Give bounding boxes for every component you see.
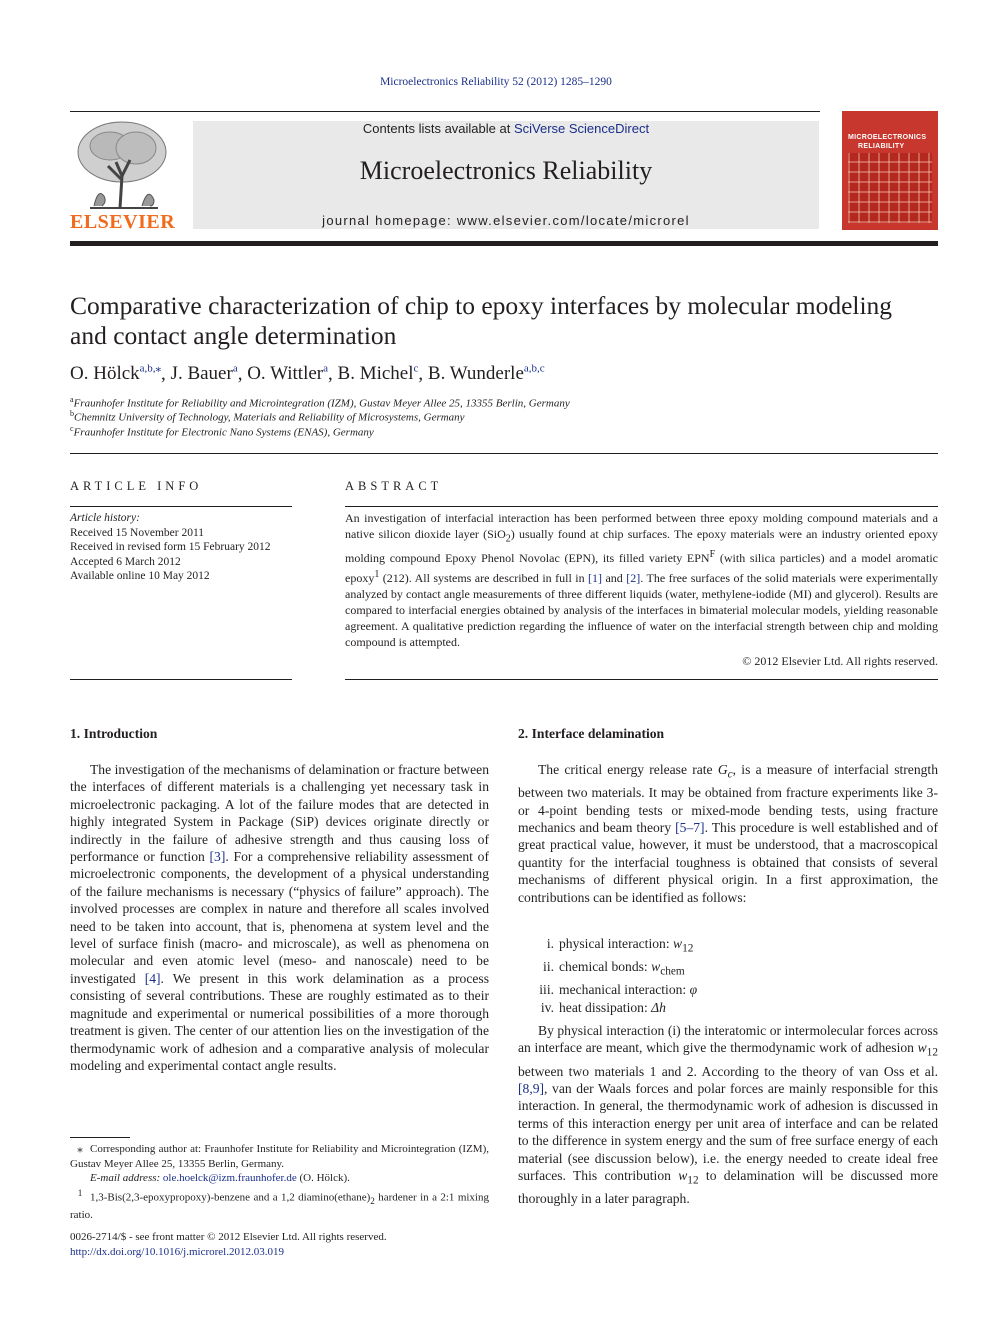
abstract-heading: ABSTRACT <box>345 479 443 493</box>
author[interactable]: J. Bauer$^a$ <box>170 363 238 385</box>
journal-homepage[interactable]: journal homepage: www.elsevier.com/locate/microrel <box>322 213 690 228</box>
header-thick-rule <box>70 241 938 246</box>
title-separator <box>70 453 938 454</box>
article-info-heading: ARTICLE INFO <box>70 479 203 493</box>
info-rule <box>70 506 292 507</box>
footnote-1: $^1$ 1,3-Bis(2,3-epoxypropoxy)-benzene and a 1,2 $diamino(ethane)_2$ hardener in a 2:1 mixing ratio. <box>70 1188 489 1222</box>
author[interactable]: O. Wittler$^a$ <box>247 363 329 385</box>
doi-link[interactable]: http://dx.doi.org/10.1016/j.microrel.2012.03.019 <box>70 1245 284 1258</box>
affiliation: $^c$Fraunhofer Institute for Electronic Nano Systems (ENAS), Germany <box>70 424 374 439</box>
intro-paragraph: The investigation of the mechanisms of delamination or fracture between the interfaces of different materials is a challenging yet necessary task in microelectronic packaging. A lot of the failure modes that are detected in highly integrated System in Package (SiP) devices originate directly or indirectly in the failure of adhesive strength and thus causing loss of performance or function [3]. For a comprehensive reliability assessment of microelectronic components, the development of a physical understanding of the failure mechanisms is necessary (“physics of failure” approach). The involved processes are complex in nature and therefore all scales involved need to be taken into account, that is, phenomena at system level and the level of surface finish (macro- and microscale), as well as phenomena on molecular and even atomic level (meso- and nanoscale) need to be investigated [4]. We present in this work delamination as a process consisting of several contributions. These are roughly estimated as to their magnitude and experimental or numerical possibilities of a more thorough treatment is given. The center of our attention lies on the investigation of the thermodynamic work of adhesion and a comparative analysis of molecular modeling and experimental contact angle results. <box>70 762 490 1073</box>
abstract-bottom-rule <box>345 679 938 680</box>
affiliation: $^b$Chemnitz University of Technology, Materials and Reliability of Microsystems, Germany <box>70 409 465 424</box>
delam-paragraph-1: The critical energy release rate $G_c$, is a measure of interfacial strength between two materials. It may be obtained from fracture experiments like 3- or 4-point bending tests or mixed-mode bending tests, using fracture mechanics and beam theory [5–7]. This procedure is well established and of great practical value, however, it must be understood, that a macroscopical quantity for the interfacial toughness is obtained that consists of several mechanisms of different physical origin. In a first approximation, the contributions can be identified as follows: <box>518 762 938 905</box>
abstract-text: An investigation of interfacial interaction has been performed between three epoxy molding compound materials and a native silicon dioxide layer (SiO$_2$) usually found at chip surfaces. The epoxy materials were an industry oriented epoxy molding compound Epoxy Phenol Novolac (EPN), its filled variety $EPN^F$ (with silica particles) and a model aromatic epoxy$^1$ (212). All systems are described in full in [1] and [2]. The free surfaces of the solid materials were experimentally analyzed by contact angle measurements of three different liquids (water, methylene-iodide (MI) and glycerol). Results are compared to interfacial energies obtained by analysis of the interfaces in bimaterial molecular models, yielding reasonable agreement. A qualitative prediction regarding the influence of water on the interfacial strength between chip and molding compound is attempted. <box>345 511 938 649</box>
tree-icon <box>70 118 172 210</box>
author[interactable]: O. Hölck$^{a,b,⁎}$ <box>70 363 162 385</box>
ref-link[interactable]: [5–7] <box>675 819 705 835</box>
article-title: Comparative characterization of chip to epoxy interfaces by molecular modeling and contact angle determination <box>70 291 893 350</box>
footnote-corresponding: ⁎ Corresponding author at: Fraunhofer Institute for Reliability and Microintegration (IZM), Gustav Meyer Allee 25, 13355 Berlin, Germany. <box>70 1143 489 1170</box>
abstract-rule <box>345 506 938 507</box>
ref-link[interactable]: [2] <box>626 571 641 586</box>
ref-link[interactable]: [3] <box>209 849 226 865</box>
footnote-rule <box>70 1137 130 1138</box>
contribution-list <box>518 935 938 1016</box>
contents-line <box>193 121 819 136</box>
list-item: iv. heat dissipation: Δh <box>540 999 666 1015</box>
author-list: O. Hölck$^{a,b,⁎}$, J. Bauer$^a$, O. Wittler$^a$, B. Michel$^c$, B. Wunderle$^{a,b,c}$ <box>70 363 545 385</box>
contents-prefix: Contents lists available at <box>362 121 514 136</box>
copyright: © 2012 Elsevier Ltd. All rights reserved. <box>742 654 938 668</box>
list-item: iii. mechanical interaction: φ <box>539 982 698 998</box>
section-heading: 1. Introduction <box>70 726 158 741</box>
publisher-wordmark: ELSEVIER <box>70 211 176 233</box>
ref-link[interactable]: [8,9] <box>518 1080 545 1096</box>
info-bottom-rule <box>70 679 292 680</box>
journal-citation[interactable]: Microelectronics Reliability 52 (2012) 1285–1290 <box>380 76 612 88</box>
delam-paragraph-2: By physical interaction (i) the interatomic or intermolecular forces across an interface are meant, which give the thermodynamic work of adhesion $w_{12}$ between two materials 1 and 2. According to the theory of van Oss et al. [8,9], van der Waals forces and polar forces are mainly responsible for this interaction. In general, the thermodynamic work of adhesion is discussed in terms of this interaction energy per unit area of interface and can be related to the difference in system energy and the sum of free surface energy of each material (see discussion below), i.e. the energy needed to create ideal free surfaces. This contribution $w_{12}$ to delamination will be discussed more thoroughly in a later paragraph. <box>518 1023 938 1207</box>
author[interactable]: B. Wunderle$^{a,b,c}$ <box>427 363 545 385</box>
elsevier-logo <box>70 118 176 234</box>
ref-link[interactable]: [4] <box>144 970 161 986</box>
footnote-email: E-mail address: ole.hoelck@izm.fraunhofer.de (O. Hölck). <box>90 1172 350 1184</box>
article-history: Article history: Received 15 November 2011 Received in revised form 15 February 2012 Accepted 6 March 2012 Available online 10 May 2012 <box>70 512 271 582</box>
journal-cover <box>842 111 938 230</box>
ref-link[interactable]: [1] <box>588 571 603 586</box>
cover-artwork <box>848 153 932 223</box>
front-matter: 0026-2714/$ - see front matter © 2012 Elsevier Ltd. All rights reserved. http://dx.doi.org/10.1016/j.microrel.2012.03.019 <box>70 1231 387 1258</box>
list-item: ii. chemical bonds: $w_{chem}$ <box>543 959 685 978</box>
journal-title: Microelectronics Reliability <box>359 156 653 185</box>
cover-title: MICROELECTRONICS RELIABILITY <box>848 134 927 150</box>
header-rule <box>70 111 820 112</box>
author[interactable]: B. Michel$^c$ <box>337 363 419 385</box>
sciencedirect-link[interactable]: SciVerse ScienceDirect <box>513 121 650 136</box>
list-item: i. physical interaction: $w_{12}$ <box>546 936 694 955</box>
section-heading: 2. Interface delamination <box>518 726 665 741</box>
affiliation: $^a$Fraunhofer Institute for Reliability and Microintegration (IZM), Gustav Meyer Allee 25, 13355 Berlin, Germany <box>70 395 570 410</box>
email-link[interactable]: ole.hoelck@izm.fraunhofer.de <box>162 1172 297 1184</box>
